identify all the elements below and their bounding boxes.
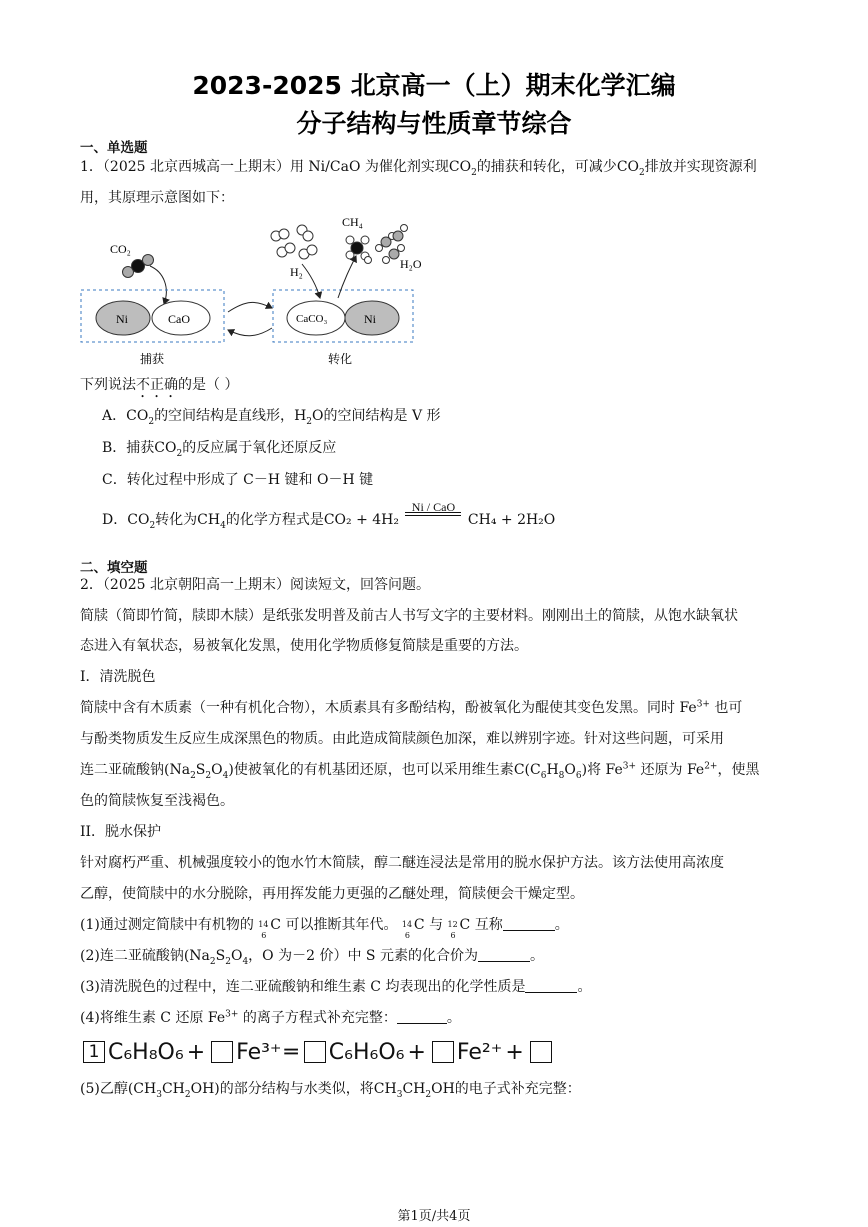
h2o-label: H₂O [400,257,422,271]
page-title-line2: 分子结构与性质章节综合 [296,109,572,138]
q2-sub1: (1)通过测定简牍中有机物的 14 6 C 可以推断其年代。 14 6 C 与 12 6 C 互称 。 [80,917,569,940]
ni-label-convert: Ni [364,312,376,326]
co2-molecule-icon [123,255,154,278]
q2-heading-cleaning: I．清洗脱色 [80,669,156,685]
q1-option-c: C．转化过程中形成了 C－H 键和 O－H 键 [102,472,374,488]
ch4-label: CH₄ [342,215,363,229]
q1-option-d: D．$CO_2$转化为$CH_4$的化学方程式是CO₂ + 4H₂ Ni / CaO CH₄ + 2H₂O [102,500,556,531]
coefficient-box-4[interactable] [432,1041,454,1063]
answer-blank-3[interactable] [525,978,577,993]
section-heading-fill-blank: 二、填空题 [80,560,148,576]
reaction-condition-arrow: Ni / CaO [403,506,463,526]
answer-blank-1[interactable] [503,916,555,931]
q2-sub2: (2)连二亚硫酸钠($Na_2S_2O_4$，O 为－2 价）中 S 元素的化合价为 。 [80,948,544,967]
ni-label-capture: Ni [116,312,128,326]
q2-para1-line1: 简牍（简即竹简，牍即木牍）是纸张发明普及前古人书写文字的主要材料。刚刚出土的简牍，从饱水缺氧状 [80,608,738,624]
answer-blank-4[interactable] [397,1009,447,1024]
q2-para3-line2: 乙醇，使简牍中的水分脱除，再用挥发能力更强的乙醚处理，简牍便会干燥定型。 [80,886,584,902]
coefficient-box-3[interactable] [304,1041,326,1063]
capture-label: 捕获 [140,352,165,366]
q2-sub4: (4)将维生素 C 还原 $Fe^{3+}$ 的离子方程式补充完整： 。 [80,1009,461,1026]
cao-label: CaO [168,312,190,326]
h2-label: H₂ [290,265,303,279]
coefficient-box-5[interactable] [530,1041,552,1063]
q1-option-a: A．$CO_2$的空间结构是直线形，$H_2O$的空间结构是 V 形 [102,408,441,427]
ch4-molecule-icon [346,236,369,260]
caco3-label: CaCO₃ [296,313,328,325]
co2-label: CO₂ [110,242,131,256]
section-heading-single-choice: 一、单选题 [80,140,148,156]
coefficient-box-2[interactable] [211,1041,233,1063]
q1-prompt: 下列说法不正确的是（ ） [80,377,239,393]
q2-heading-dehydration: II．脱水保护 [80,824,162,840]
q2-para3-line1: 针对腐朽严重、机械强度较小的饱水竹木简牍，醇二醚连浸法是常用的脱水保护方法。该方法使用高浓度 [80,855,724,871]
q2-para2-line3: 连二亚硫酸钠$(Na_2S_2O_4)$使被氧化的有机基团还原，也可以采用维生素$C(C_6H_8O_6)$将 $Fe^{3+}$ 还原为 $Fe^{2+}$，使黑 [80,761,760,781]
q1-stem-line1: 1．（2025 北京西城高一上期末）用 Ni/CaO 为催化剂实现$CO_2$的捕获和转化，可减少$CO_2$排放并实现资源利 [80,159,757,178]
q2-sub3: (3)清洗脱色的过程中，连二亚硫酸钠和维生素 C 均表现出的化学性质是 。 [80,979,592,995]
q1-figure [76,208,426,370]
q2-stem: 2．（2025 北京朝阳高一上期末）阅读短文，回答问题。 [80,577,430,593]
coefficient-box-1: 1 [83,1041,105,1063]
convert-label: 转化 [328,352,353,366]
q1-option-b: B．捕获$CO_2$的反应属于氧化还原反应 [102,440,337,459]
page-footer: 第1页/共4页 [397,1209,471,1224]
q2-para1-line2: 态进入有氧状态，易被氧化发黑，使用化学物质修复简牍是重要的方法。 [80,638,528,654]
q2-para2-line4: 色的简牍恢复至浅褐色。 [80,793,234,809]
q1-stem-line2: 用，其原理示意图如下： [80,190,234,206]
ionic-equation: 1 C₆H₈O₆ + Fe³⁺ ═ C₆H₆O₆ + Fe²⁺ + [80,1037,555,1067]
q2-sub5: (5)乙醇$(CH_3CH_2OH)$的部分结构与水类似，将$CH_3CH_2OH$的电子式补充完整： [80,1081,581,1100]
answer-blank-2[interactable] [478,947,530,962]
q2-para2-line2: 与酚类物质发生反应生成深黑色的物质。由此造成简牍颜色加深，难以辨别字迹。针对这些问题，可采用 [80,731,724,747]
page-title-line1: 2023-2025 北京高一（上）期末化学汇编 [192,71,676,100]
h2-molecules-icon [271,225,317,259]
q2-para2-line1: 简牍中含有木质素（一种有机化合物），木质素具有多酚结构，酚被氧化为醌使其变色发黑。同时 $Fe^{3+}$ 也可 [80,699,743,716]
